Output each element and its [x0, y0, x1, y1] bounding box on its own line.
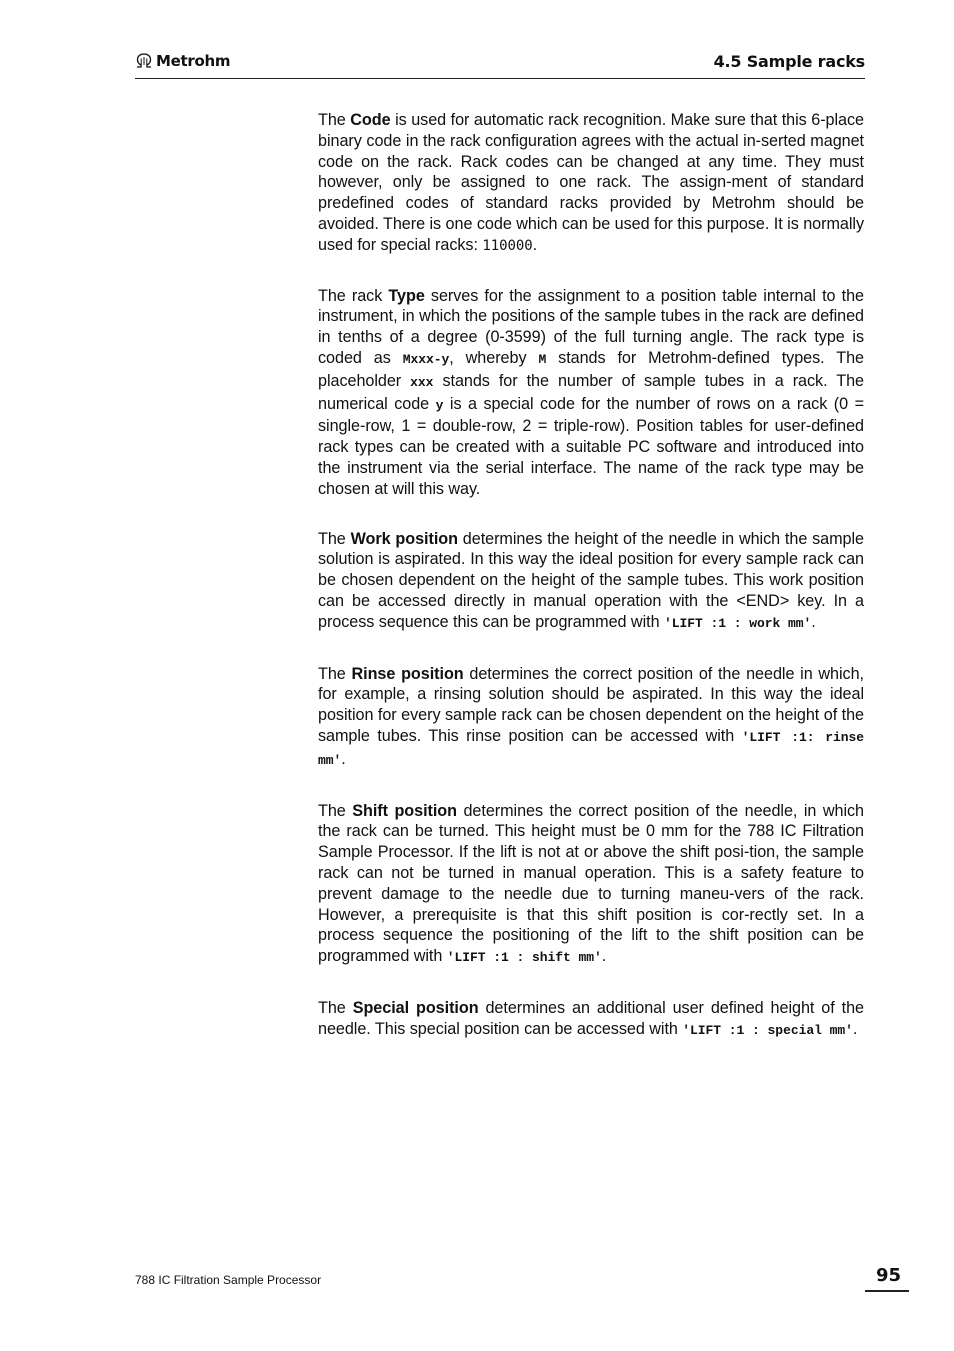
text-run: , whereby	[449, 348, 539, 367]
text-run: determines the correct position of the needle in which, for example, a rinsing solution should be aspirated. In this way the ideal position for every sample rack can be chosen dependent on the height of the sample tubes. This rinse position can be accessed with	[318, 664, 864, 745]
text-run: determines the correct position of the needle, in which the rack can be turned. This height must be 0 mm for the 788 IC Filtration Sample Processor. If the lift is not at or above the shift posi-tion, the sample rack can not be turned in manual operation. This is a safety feature to prevent damage to the needle due to turning maneu-vers of the rack. However, a prerequisite is that this shift position is cor-rectly set. In a process sequence the positioning of the lift to the shift position can be programmed with	[318, 801, 864, 966]
text-run: determines the height of the needle in which the sample solution is aspirated. In this way the ideal position for every sample rack can be chosen dependent on the height of the sample tubes. This work position can be accessed directly in manual operation with the <END> key. In a process sequence this can be programmed with	[318, 529, 864, 631]
text-run: is used for automatic rack recognition. Make sure that this 6-place binary code in the rack configuration agrees with the actual in-serted magnet code on the rack. Rack codes can be changed at any time. They must however, only be assigned to one rack. The assign-ment of standard predefined codes of standard racks provided by Metrohm should be avoided. There is one code which can be used for this purpose. It is normally used for special racks:	[318, 111, 864, 254]
text-run: stands for Metrohm-defined types. The placeholder	[318, 348, 864, 390]
text-run: The	[318, 801, 353, 820]
text-run: serves for the assignment to a position table internal to the instrument, in which the positions of the sample tubes in the rack are defined in tenths of a degree (0-3599) of the full turning angle. The rack type is coded as	[318, 286, 864, 367]
term-work-position: Work position	[350, 529, 458, 548]
main-content	[318, 110, 864, 1070]
term-type: Type	[388, 286, 425, 305]
work-position-paragraph	[318, 529, 864, 635]
shift-position-paragraph	[318, 801, 864, 969]
code-y: y	[435, 397, 444, 413]
logo-text: Metrohm	[156, 52, 231, 70]
metrohm-logo	[135, 52, 230, 70]
section-title: 4.5 Sample racks	[713, 52, 865, 71]
page-number: 95	[865, 1265, 909, 1292]
code-lift-shift: 'LIFT :1 : shift mm'	[446, 950, 602, 966]
rinse-position-paragraph	[318, 664, 864, 772]
text-run: .	[341, 749, 346, 768]
text-run: determines an additional user defined height of the needle. This special position can be accessed with	[318, 998, 864, 1038]
code-lift-special: 'LIFT :1 : special mm'	[682, 1022, 853, 1038]
code-lift-work: 'LIFT :1 : work mm'	[663, 615, 812, 631]
type-paragraph	[318, 286, 864, 500]
term-rinse-position: Rinse position	[351, 664, 464, 683]
text-run: is a special code for the number of rows on a rack (0 = single-row, 1 = double-row, 2 = triple-row). Position tables for user-defined rack types can be created with a suitable PC software and introduced into the instrument via the serial interface. The name of the rack type may be chosen at will this way.	[318, 394, 864, 498]
term-special-position: Special position	[352, 998, 479, 1017]
code-rack-type: Mxxx-y	[402, 351, 450, 367]
text-run: .	[811, 612, 816, 631]
term-code: Code	[350, 111, 391, 129]
code-m: M	[538, 351, 547, 367]
text-run: .	[601, 947, 607, 966]
term-shift-position: Shift position	[352, 801, 457, 820]
text-run: stands for the number of sample tubes in a rack. The numerical code	[318, 371, 865, 413]
footer-product-name: 788 IC Filtration Sample Processor	[135, 1273, 322, 1287]
code-lift-rinse: 'LIFT :1: rinse mm'	[318, 729, 864, 768]
text-run: The rack	[318, 286, 389, 305]
special-rack-code: 110000	[482, 237, 533, 254]
page-header	[135, 50, 865, 79]
text-run: The	[318, 529, 351, 548]
code-xxx: xxx	[410, 374, 434, 390]
text-run: .	[852, 1019, 858, 1038]
special-position-paragraph	[318, 998, 864, 1042]
text-run: The	[318, 998, 353, 1017]
code-paragraph	[318, 110, 864, 257]
omega-logo-icon	[135, 53, 153, 69]
text-run: The	[318, 111, 351, 129]
text-run: .	[532, 235, 538, 254]
text-run: The	[318, 664, 352, 683]
